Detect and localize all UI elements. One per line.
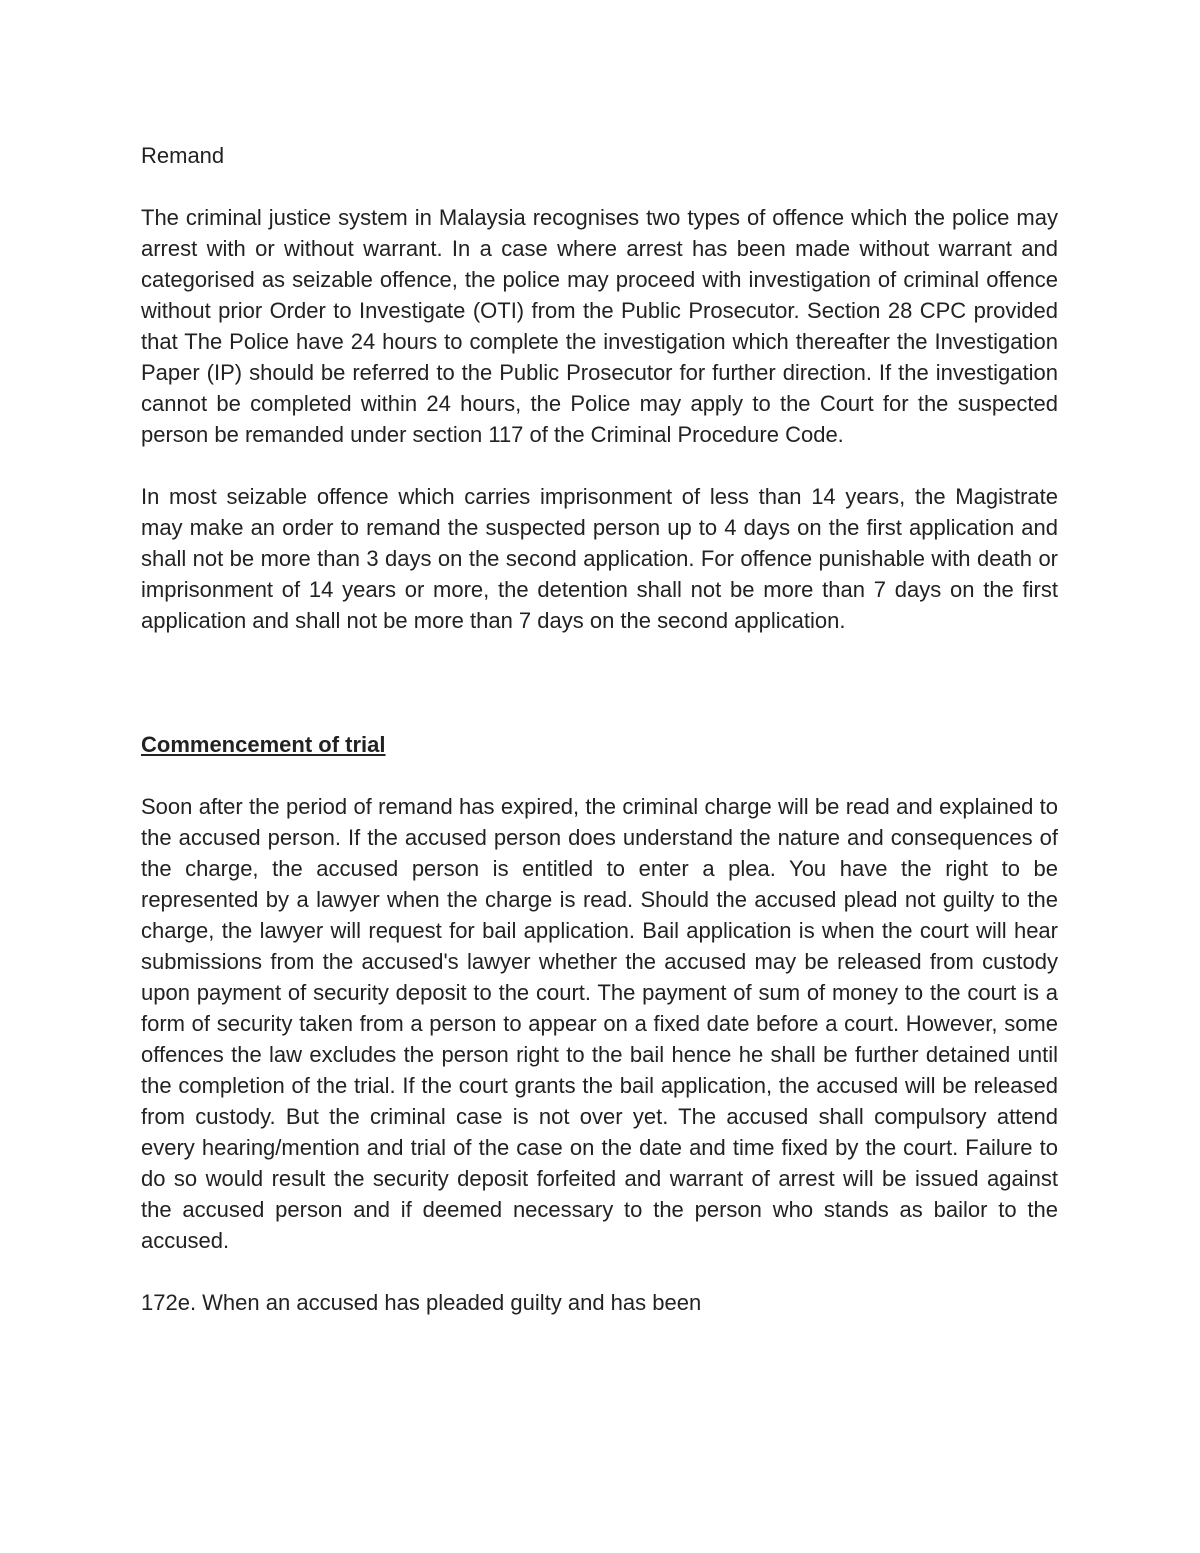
paragraph-commencement: Soon after the period of remand has expired, the criminal charge will be read and explained to the accused person. If the accused person does understand the nature and consequences of the charge, the accused person is entitled to enter a plea. You have the right to be represented by a lawyer when the charge is read. Should the accused plead not guilty to the charge, the lawyer will request for bail application. Bail application is when the court will hear submissions from the accused's lawyer whether the accused may be released from custody upon payment of security deposit to the court. The payment of sum of money to the court is a form of security taken from a person to appear on a fixed date before a court. However, some offences the law excludes the person right to the bail hence he shall be further detained until the completion of the trial. If the court grants the bail application, the accused will be released from custody. But the criminal case is not over yet. The accused shall compulsory attend every hearing/mention and trial of the case on the date and time fixed by the court. Failure to do so would result the security deposit forfeited and warrant of arrest will be issued against the accused person and if deemed necessary to the person who stands as bailor to the accused. — [141, 794, 1058, 1253]
section-heading-commencement: Commencement of trial — [141, 732, 386, 757]
document-body — [141, 140, 1058, 1318]
document-title: Remand — [141, 143, 225, 168]
paragraph-172e: 172e. When an accused has pleaded guilty and has been — [141, 1290, 702, 1315]
paragraph-remand-intro: The criminal justice system in Malaysia recognises two types of offence which the police may arrest with or without warrant. In a case where arrest has been made without warrant and categorised as seizable offence, the police may proceed with investigation of criminal offence without prior Order to Investigate (OTI) from the Public Prosecutor. Section 28 CPC provided that The Police have 24 hours to complete the investigation which thereafter the Investigation Paper (IP) should be referred to the Public Prosecutor for further direction. If the investigation cannot be completed within 24 hours, the Police may apply to the Court for the suspected person be remanded under section 117 of the Criminal Procedure Code. — [141, 205, 1058, 447]
paragraph-remand-duration: In most seizable offence which carries imprisonment of less than 14 years, the Magistrate may make an order to remand the suspected person up to 4 days on the first application and shall not be more than 3 days on the second application. For offence punishable with death or imprisonment of 14 years or more, the detention shall not be more than 7 days on the first application and shall not be more than 7 days on the second application. — [141, 484, 1058, 633]
